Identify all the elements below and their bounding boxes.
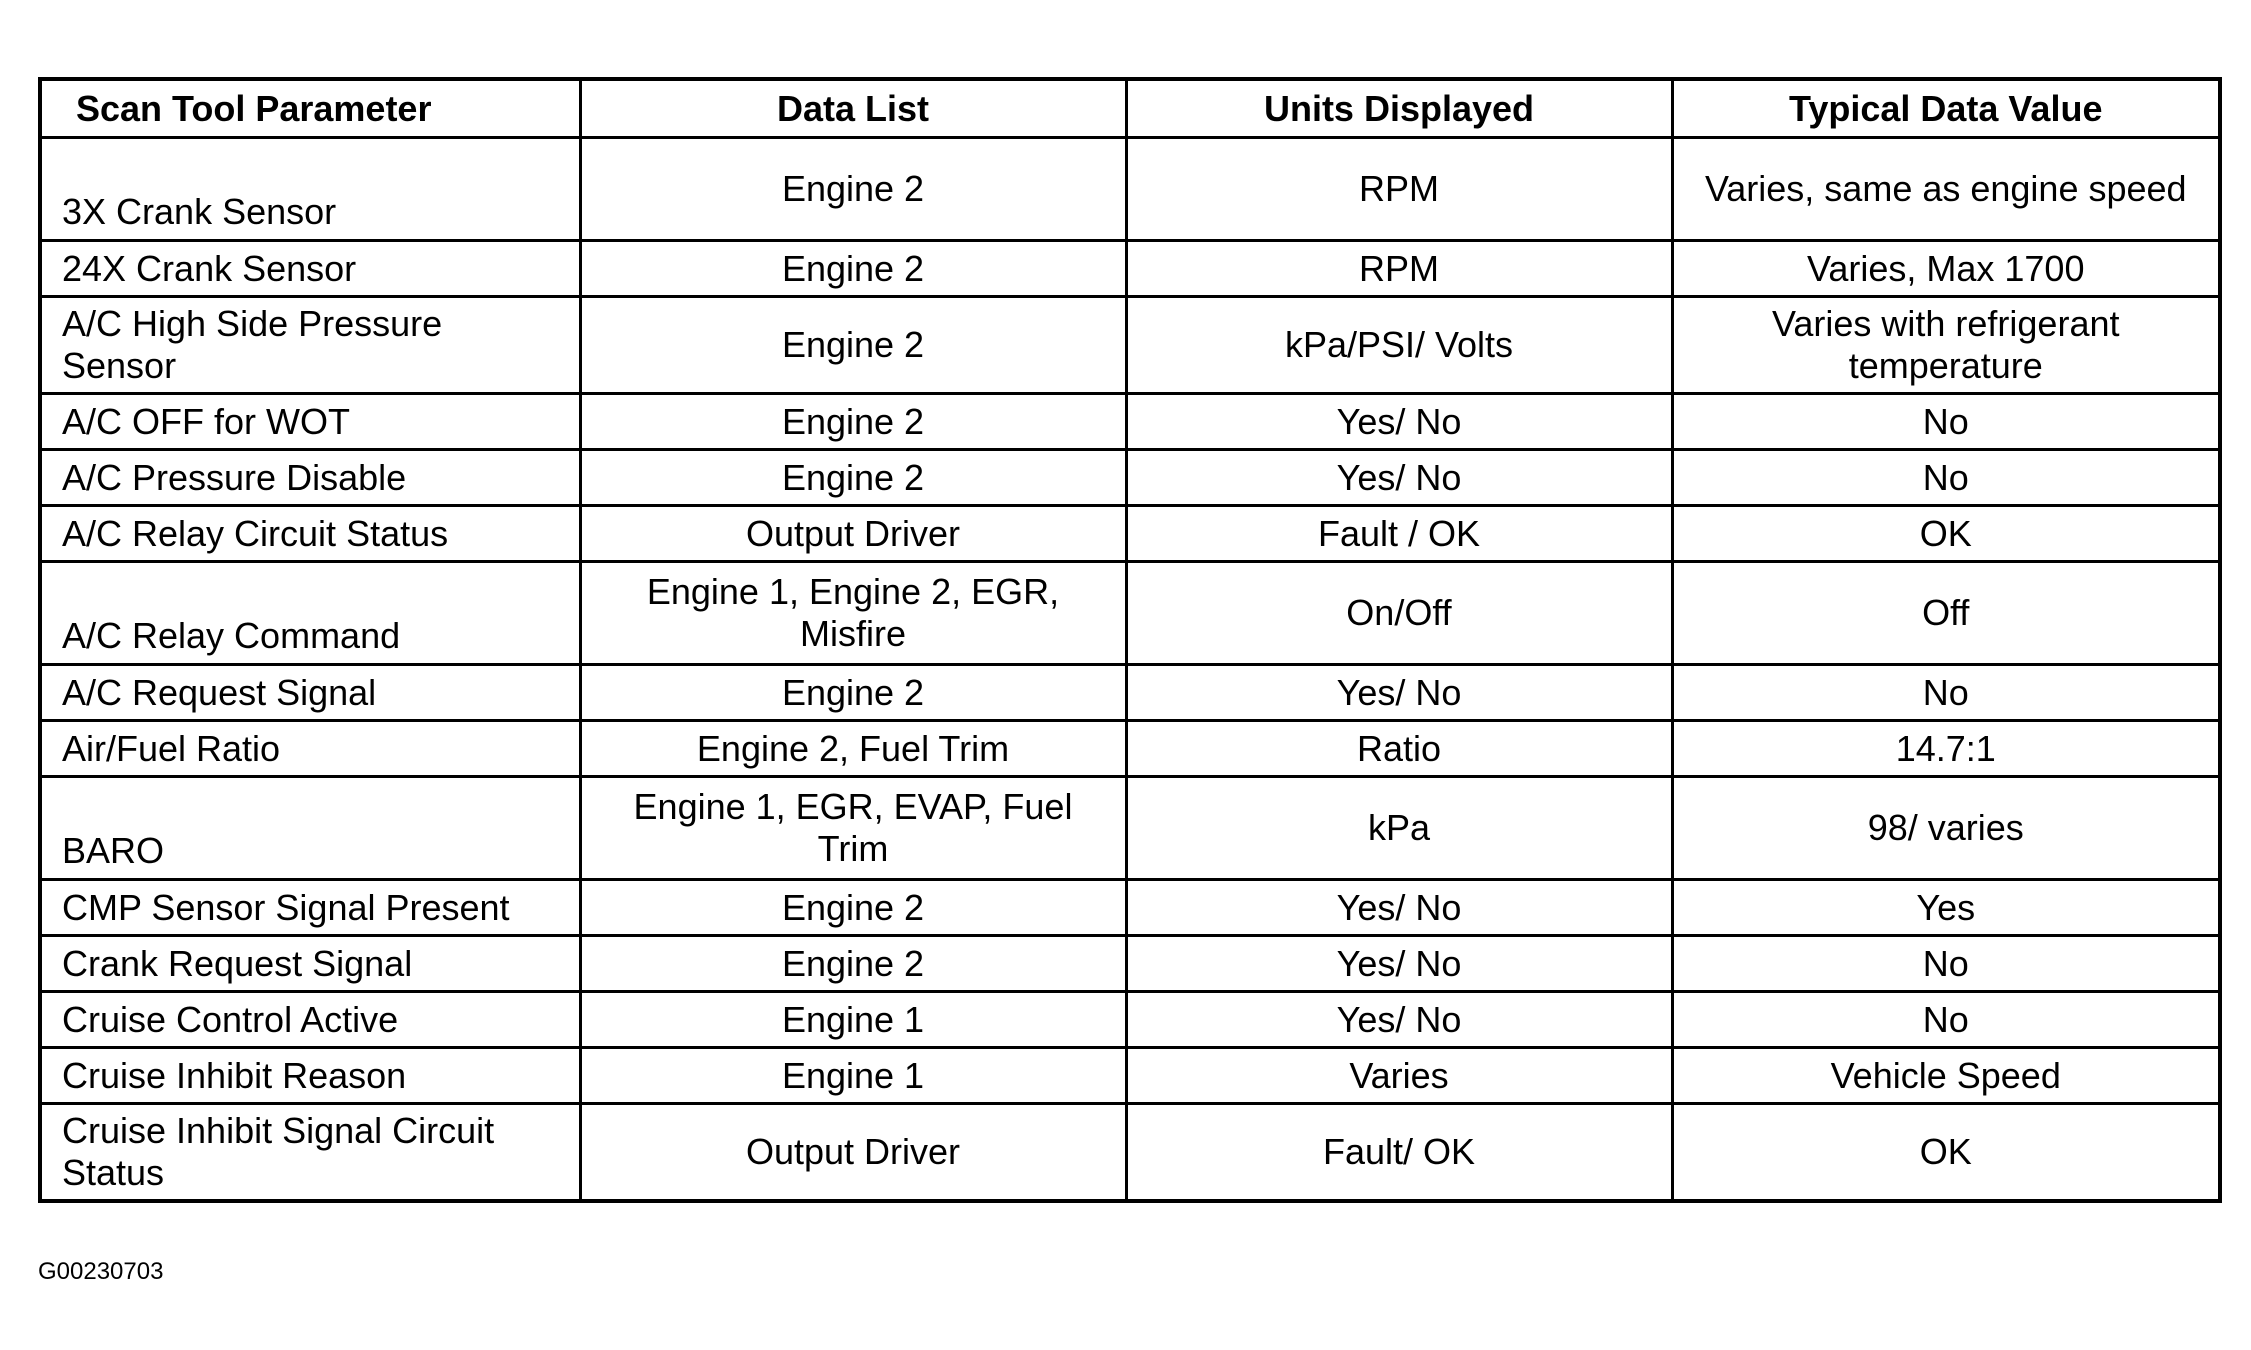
parameter-cell: A/C Relay Circuit Status bbox=[40, 506, 580, 562]
header-scan-tool-parameter: Scan Tool Parameter bbox=[40, 79, 580, 138]
table-row bbox=[40, 1104, 2220, 1202]
parameter-cell: Cruise Inhibit Reason bbox=[40, 1048, 580, 1104]
typical-value-cell: No bbox=[1672, 394, 2220, 450]
data-list-cell: Engine 2 bbox=[580, 450, 1126, 506]
units-cell: Yes/ No bbox=[1126, 450, 1672, 506]
data-list-cell: Output Driver bbox=[580, 506, 1126, 562]
data-list-cell: Engine 2 bbox=[580, 297, 1126, 394]
units-cell: kPa bbox=[1126, 777, 1672, 880]
data-list-cell: Engine 2 bbox=[580, 394, 1126, 450]
parameter-cell: A/C High Side Pressure Sensor bbox=[40, 297, 580, 394]
typical-value-cell: No bbox=[1672, 665, 2220, 721]
data-list-cell: Engine 1 bbox=[580, 1048, 1126, 1104]
data-list-cell: Engine 1, Engine 2, EGR, Misfire bbox=[580, 562, 1126, 665]
units-cell: RPM bbox=[1126, 138, 1672, 241]
table-row bbox=[40, 506, 2220, 562]
typical-value-cell: No bbox=[1672, 992, 2220, 1048]
units-cell: Yes/ No bbox=[1126, 992, 1672, 1048]
parameter-cell: A/C Request Signal bbox=[40, 665, 580, 721]
table-row bbox=[40, 665, 2220, 721]
typical-value-cell: OK bbox=[1672, 1104, 2220, 1202]
parameter-cell: 3X Crank Sensor bbox=[40, 138, 580, 241]
typical-value-cell: Varies with refrigerant temperature bbox=[1672, 297, 2220, 394]
table-row bbox=[40, 562, 2220, 665]
data-list-cell: Engine 2 bbox=[580, 138, 1126, 241]
units-cell: Yes/ No bbox=[1126, 936, 1672, 992]
table-row bbox=[40, 394, 2220, 450]
typical-value-cell: 98/ varies bbox=[1672, 777, 2220, 880]
parameter-cell: Cruise Control Active bbox=[40, 992, 580, 1048]
scan-tool-data-table bbox=[38, 77, 2222, 1203]
typical-value-cell: No bbox=[1672, 936, 2220, 992]
table-row bbox=[40, 450, 2220, 506]
units-cell: Yes/ No bbox=[1126, 394, 1672, 450]
data-list-cell: Engine 2 bbox=[580, 936, 1126, 992]
data-list-cell: Engine 2 bbox=[580, 241, 1126, 297]
table-row bbox=[40, 880, 2220, 936]
table-row bbox=[40, 992, 2220, 1048]
units-cell: Yes/ No bbox=[1126, 880, 1672, 936]
scan-tool-data-table-wrapper bbox=[38, 77, 2218, 1203]
table-header-row bbox=[40, 79, 2220, 138]
data-list-cell: Engine 1 bbox=[580, 992, 1126, 1048]
typical-value-cell: Vehicle Speed bbox=[1672, 1048, 2220, 1104]
data-list-cell: Engine 2, Fuel Trim bbox=[580, 721, 1126, 777]
parameter-cell: Crank Request Signal bbox=[40, 936, 580, 992]
parameter-cell: A/C Relay Command bbox=[40, 562, 580, 665]
parameter-cell: Cruise Inhibit Signal Circuit Status bbox=[40, 1104, 580, 1202]
units-cell: Fault/ OK bbox=[1126, 1104, 1672, 1202]
typical-value-cell: 14.7:1 bbox=[1672, 721, 2220, 777]
units-cell: Ratio bbox=[1126, 721, 1672, 777]
units-cell: Yes/ No bbox=[1126, 665, 1672, 721]
units-cell: RPM bbox=[1126, 241, 1672, 297]
header-units-displayed: Units Displayed bbox=[1126, 79, 1672, 138]
typical-value-cell: Varies, Max 1700 bbox=[1672, 241, 2220, 297]
typical-value-cell: OK bbox=[1672, 506, 2220, 562]
table-row bbox=[40, 1048, 2220, 1104]
table-row bbox=[40, 138, 2220, 241]
units-cell: kPa/PSI/ Volts bbox=[1126, 297, 1672, 394]
parameter-cell: BARO bbox=[40, 777, 580, 880]
data-list-cell: Engine 1, EGR, EVAP, Fuel Trim bbox=[580, 777, 1126, 880]
typical-value-cell: No bbox=[1672, 450, 2220, 506]
typical-value-cell: Off bbox=[1672, 562, 2220, 665]
parameter-cell: 24X Crank Sensor bbox=[40, 241, 580, 297]
table-row bbox=[40, 241, 2220, 297]
table-row bbox=[40, 777, 2220, 880]
units-cell: Varies bbox=[1126, 1048, 1672, 1104]
parameter-cell: A/C Pressure Disable bbox=[40, 450, 580, 506]
units-cell: Fault / OK bbox=[1126, 506, 1672, 562]
data-list-cell: Output Driver bbox=[580, 1104, 1126, 1202]
parameter-cell: Air/Fuel Ratio bbox=[40, 721, 580, 777]
parameter-cell: CMP Sensor Signal Present bbox=[40, 880, 580, 936]
data-list-cell: Engine 2 bbox=[580, 665, 1126, 721]
header-data-list: Data List bbox=[580, 79, 1126, 138]
table-row bbox=[40, 721, 2220, 777]
figure-id-label: G00230703 bbox=[38, 1258, 164, 1285]
header-typical-data-value: Typical Data Value bbox=[1672, 79, 2220, 138]
table-row bbox=[40, 297, 2220, 394]
parameter-cell: A/C OFF for WOT bbox=[40, 394, 580, 450]
units-cell: On/Off bbox=[1126, 562, 1672, 665]
table-row bbox=[40, 936, 2220, 992]
data-list-cell: Engine 2 bbox=[580, 880, 1126, 936]
typical-value-cell: Varies, same as engine speed bbox=[1672, 138, 2220, 241]
typical-value-cell: Yes bbox=[1672, 880, 2220, 936]
